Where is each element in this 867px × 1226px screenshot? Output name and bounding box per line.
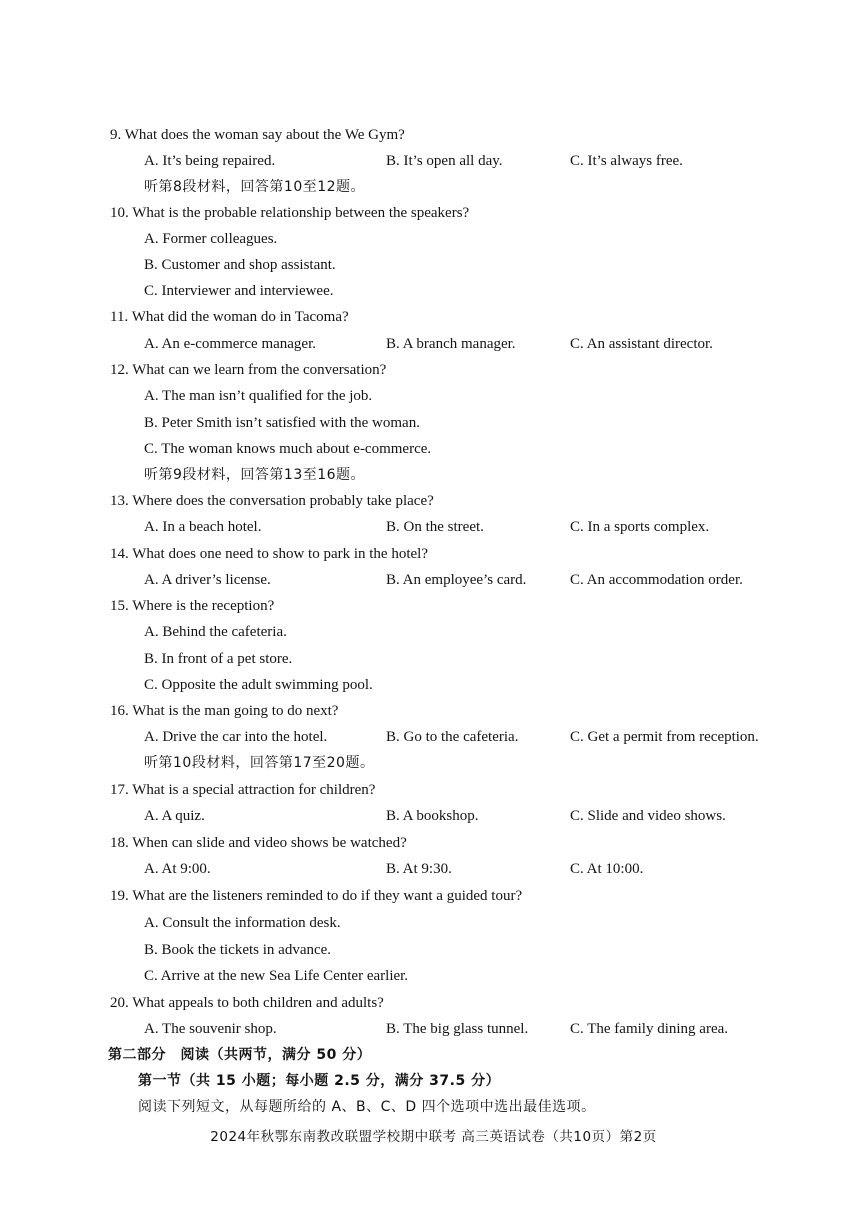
option-9b: B. It’s open all day. [386,153,503,169]
option-13b: B. On the street. [386,519,484,535]
question-text: What is a special attraction for children? [132,782,376,798]
option-11b: B. A branch manager. [386,336,516,352]
question-number: 11. [110,309,129,325]
option-10b: B. Customer and shop assistant. [144,257,336,273]
question-number: 12. [110,362,129,378]
option-18c: C. At 10:00. [570,861,644,877]
option-10c: C. Interviewer and interviewee. [144,283,334,299]
option-9c: C. It’s always free. [570,153,683,169]
question-18 [110,834,407,852]
question-10 [110,204,469,222]
question-number: 17. [110,782,129,798]
question-14 [110,545,428,563]
option-17c: C. Slide and video shows. [570,808,726,824]
option-14b: B. An employee’s card. [386,572,527,588]
option-11a: A. An e-commerce manager. [144,336,317,352]
question-text: What does one need to show to park in the hotel? [132,546,428,562]
part2-heading: 第二部分 阅读（共两节，满分 50 分） [108,1047,372,1063]
option-10a: A. Former colleagues. [144,231,278,247]
option-17a: A. A quiz. [144,808,205,824]
option-19a: A. Consult the information desk. [144,915,341,931]
question-text: What appeals to both children and adults? [132,995,384,1011]
listening-instruction-8: 听第8段材料，回答第10至12题。 [144,179,366,195]
question-text: What did the woman do in Tacoma? [131,309,349,325]
question-11 [110,308,349,326]
option-19c: C. Arrive at the new Sea Life Center earlier. [144,968,409,984]
option-18b: B. At 9:30. [386,861,452,877]
option-13c: C. In a sports complex. [570,519,710,535]
listening-instruction-10: 听第10段材料，回答第17至20题。 [144,755,375,771]
question-15 [110,597,274,615]
option-17b: B. A bookshop. [386,808,479,824]
question-12 [110,361,386,379]
question-text: Where is the reception? [132,598,275,614]
option-14c: C. An accommodation order. [570,572,743,588]
listening-instruction-9: 听第9段材料，回答第13至16题。 [144,467,366,483]
option-16c: C. Get a permit from reception. [570,729,759,745]
question-number: 10. [110,205,129,221]
option-12c: C. The woman knows much about e-commerce. [144,441,432,457]
option-13a: A. In a beach hotel. [144,519,262,535]
option-18a: A. At 9:00. [144,861,211,877]
question-text: What is the probable relationship between the speakers? [132,205,470,221]
option-20c: C. The family dining area. [570,1021,729,1037]
page-footer: 2024年秋鄂东南教改联盟学校期中联考 高三英语试卷（共10页）第2页 [210,1129,657,1145]
question-text: Where does the conversation probably take place? [132,493,434,509]
question-text: What can we learn from the conversation? [132,362,387,378]
question-number: 16. [110,703,129,719]
question-text: What is the man going to do next? [132,703,339,719]
option-16b: B. Go to the cafeteria. [386,729,519,745]
option-15c: C. Opposite the adult swimming pool. [144,677,373,693]
question-16 [110,702,338,720]
reading-directions: 阅读下列短文，从每题所给的 A、B、C、D 四个选项中选出最佳选项。 [138,1099,596,1115]
question-text: What does the woman say about the We Gym? [124,127,405,143]
question-9 [110,126,405,144]
option-20a: A. The souvenir shop. [144,1021,277,1037]
option-12b: B. Peter Smith isn’t satisfied with the woman. [144,415,420,431]
option-9a: A. It’s being repaired. [144,153,276,169]
option-15a: A. Behind the cafeteria. [144,624,287,640]
option-20b: B. The big glass tunnel. [386,1021,529,1037]
question-13 [110,492,434,510]
question-number: 9. [110,127,122,143]
question-number: 20. [110,995,129,1011]
option-19b: B. Book the tickets in advance. [144,942,332,958]
option-16a: A. Drive the car into the hotel. [144,729,328,745]
question-number: 15. [110,598,129,614]
question-number: 18. [110,835,129,851]
question-19 [110,887,522,905]
option-15b: B. In front of a pet store. [144,651,293,667]
option-12a: A. The man isn’t qualified for the job. [144,388,373,404]
question-number: 14. [110,546,129,562]
question-17 [110,781,375,799]
question-text: What are the listeners reminded to do if they want a guided tour? [132,888,523,904]
question-20 [110,994,384,1012]
question-number: 13. [110,493,129,509]
option-11c: C. An assistant director. [570,336,713,352]
section1-heading: 第一节（共 15 小题；每小题 2.5 分，满分 37.5 分） [138,1073,501,1089]
question-text: When can slide and video shows be watched? [132,835,407,851]
question-number: 19. [110,888,129,904]
option-14a: A. A driver’s license. [144,572,271,588]
